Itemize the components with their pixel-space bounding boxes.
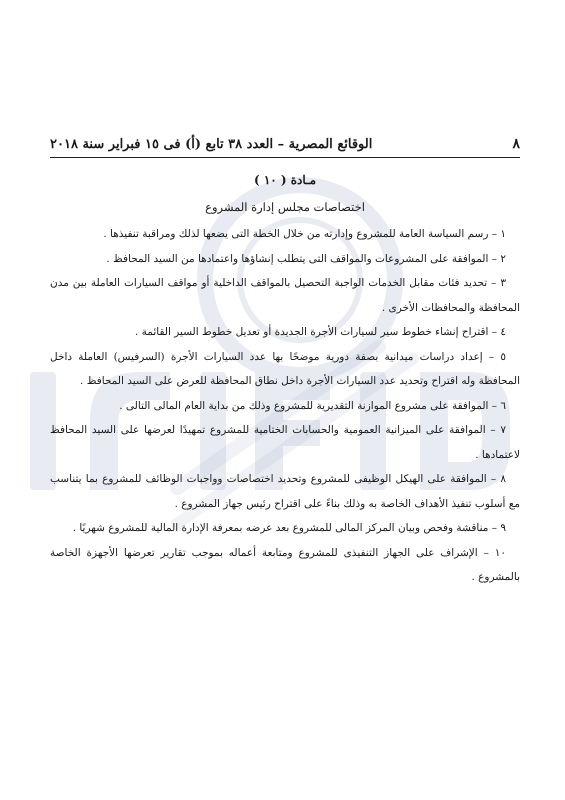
section-subtitle: اختصاصات مجلس إدارة المشروع xyxy=(205,200,365,214)
article-body xyxy=(50,222,520,590)
paragraph: ٤ – اقتراح إنشاء خطوط سير لسيارات الأجرة الجديدة أو تعديل خطوط السير القائمة . xyxy=(134,326,506,338)
paragraph: ٨ – الموافقة على الهيكل الوظيفى للمشروع وتحديد اختصاصات وواجبات الوظائف للمشروع بما يتناسب مع أسلوب تنفيذ الأهداف الخاصة به وذلك بناءً على اقتراح رئيس جهاز المشروع . xyxy=(50,473,520,510)
page-number: ٨ xyxy=(512,136,520,152)
paragraph: ٥ – إعداد دراسات ميدانية بصفة دورية موضحًا بها عدد السيارات الأجرة (السرفيس) العاملة داخل المحافظة وله اقتراح وتحديد عدد السيارات الأجرة داخل نطاق المحافظة للعرض على السيد المحافظ . xyxy=(50,350,520,387)
page-header xyxy=(50,133,520,155)
paragraph: ١ – رسم السياسة العامة للمشروع وإدارته من خلال الخطة التى يضعها لذلك ومراقبة تنفيذها . xyxy=(103,228,506,240)
article-title: مـادة ( ١٠ ) xyxy=(253,173,316,187)
paragraph: ٦ – الموافقة على مشروع الموازنة التقديرية للمشروع وذلك من بداية العام المالى التالى . xyxy=(119,399,506,412)
publication-line: الوقائع المصرية – العدد ٣٨ تابع (أ) فى ١٥ فبراير سنة ٢٠١٨ xyxy=(50,136,373,152)
paragraph: ٩ – مناقشة وفحص وبيان المركز المالى للمشروع بعد عرضه بمعرفة الإدارة المالية للمشروع شهريًا . xyxy=(72,522,506,534)
paragraph: ١٠ – الإشراف على الجهاز التنفيذى للمشروع ومتابعة أعماله بموجب تقارير تعرضها الأجهزة الخاصة بالمشروع . xyxy=(50,546,520,583)
header-divider xyxy=(50,157,520,158)
paragraph: ٧ – الموافقة على الميزانية العمومية والحسابات الختامية للمشروع تمهيدًا لعرضها على السيد المحافظ لاعتمادها . xyxy=(50,424,520,461)
paragraph: ٢ – الموافقة على المشروعات والمواقف التى يتطلب إنشاؤها واعتمادها من السيد المحافظ . xyxy=(106,252,506,265)
paragraph: ٣ – تحديد فئات مقابل الخدمات الواجبة التحصيل بالمواقف الداخلية أو مواقف السيارات العاملة بين مدن المحافظة والمحافظات الأخرى . xyxy=(50,277,520,314)
